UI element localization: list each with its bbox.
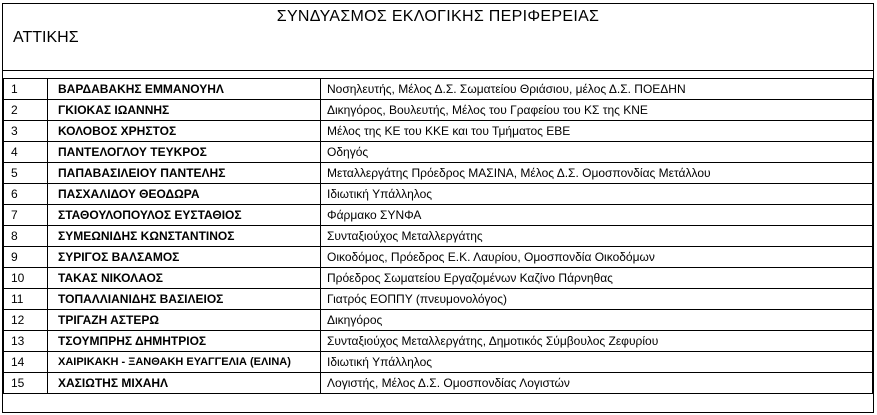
- table-row: [4, 310, 873, 331]
- candidate-description: Συνταξιούχος Μεταλλεργάτης: [321, 226, 873, 247]
- candidate-name: ΣΤΑΘΟΥΛΟΠΟΥΛΟΣ ΕΥΣΤΑΘΙΟΣ: [48, 205, 321, 226]
- row-number: 1: [4, 79, 48, 100]
- row-number: 4: [4, 142, 48, 163]
- candidate-description: Οδηγός: [321, 142, 873, 163]
- candidate-description: Οικοδόμος, Πρόεδρος Ε.Κ. Λαυρίου, Ομοσπονδία Οικοδόμων: [321, 247, 873, 268]
- table-row: [4, 79, 873, 100]
- row-number: 3: [4, 121, 48, 142]
- row-number: 8: [4, 226, 48, 247]
- row-number: 2: [4, 100, 48, 121]
- table-row: [4, 121, 873, 142]
- row-number: 15: [4, 373, 48, 394]
- candidate-description: Λογιστής, Μέλος Δ.Σ. Ομοσπονδίας Λογιστών: [321, 373, 873, 394]
- candidate-name: ΧΑΣΙΩΤΗΣ ΜΙΧΑΗΛ: [48, 373, 321, 394]
- table-row: [4, 352, 873, 373]
- candidate-description: Συνταξιούχος Μεταλλεργάτης, Δημοτικός Σύμβουλος Ζεφυρίου: [321, 331, 873, 352]
- table-row: [4, 373, 873, 394]
- candidates-table: [3, 78, 873, 394]
- candidate-description: Νοσηλευτής, Μέλος Δ.Σ. Σωματείου Θριάσιου, μέλος Δ.Σ. ΠΟΕΔΗΝ: [321, 79, 873, 100]
- row-number: 5: [4, 163, 48, 184]
- row-number: 12: [4, 310, 48, 331]
- candidate-description: Δικηγόρος: [321, 310, 873, 331]
- row-number: 11: [4, 289, 48, 310]
- candidate-name: ΣΥΡΙΓΟΣ ΒΑΛΣΑΜΟΣ: [48, 247, 321, 268]
- candidate-name: ΚΟΛΟΒΟΣ ΧΡΗΣΤΟΣ: [48, 121, 321, 142]
- row-number: 14: [4, 352, 48, 373]
- table-row: [4, 184, 873, 205]
- candidate-name: ΒΑΡΔΑΒΑΚΗΣ ΕΜΜΑΝΟΥΗΛ: [48, 79, 321, 100]
- row-number: 7: [4, 205, 48, 226]
- table-row: [4, 226, 873, 247]
- candidate-list-sheet: [2, 3, 874, 413]
- candidate-description: Φάρμακο ΣΥΝΦΑ: [321, 205, 873, 226]
- candidate-name: ΣΥΜΕΩΝΙΔΗΣ ΚΩΝΣΤΑΝΤΙΝΟΣ: [48, 226, 321, 247]
- document-header: [3, 4, 873, 71]
- row-number: 13: [4, 331, 48, 352]
- candidate-description: Μεταλλεργάτης Πρόεδρος ΜΑΣΙΝΑ, Μέλος Δ.Σ. Ομοσπονδίας Μετάλλου: [321, 163, 873, 184]
- row-number: 6: [4, 184, 48, 205]
- region-subtitle: ΑΤΤΙΚΗΣ: [13, 29, 79, 46]
- candidate-name: ΠΑΠΑΒΑΣΙΛΕΙΟΥ ΠΑΝΤΕΛΗΣ: [48, 163, 321, 184]
- candidate-name: ΓΚΙΟΚΑΣ ΙΩΑΝΝΗΣ: [48, 100, 321, 121]
- document-title: ΣΥΝΔΥΑΣΜΟΣ ΕΚΛΟΓΙΚΗΣ ΠΕΡΙΦΕΡΕΙΑΣ: [276, 8, 600, 25]
- table-row: [4, 205, 873, 226]
- candidate-name: ΤΑΚΑΣ ΝΙΚΟΛΑΟΣ: [48, 268, 321, 289]
- row-number: 10: [4, 268, 48, 289]
- candidate-name: ΠΑΣΧΑΛΙΔΟΥ ΘΕΟΔΩΡΑ: [48, 184, 321, 205]
- table-row: [4, 268, 873, 289]
- candidate-name: ΧΑΙΡΙΚΑΚΗ - ΞΑΝΘΑΚΗ ΕΥΑΓΓΕΛΙΑ (ΕΛΙΝΑ): [48, 352, 321, 373]
- candidate-description: Ιδιωτική Υπάλληλος: [321, 184, 873, 205]
- row-number: 9: [4, 247, 48, 268]
- table-row: [4, 163, 873, 184]
- candidate-description: Πρόεδρος Σωματείου Εργαζομένων Καζίνο Πάρνηθας: [321, 268, 873, 289]
- candidate-description: Μέλος της ΚΕ του ΚΚΕ και του Τμήματος ΕΒΕ: [321, 121, 873, 142]
- table-row: [4, 331, 873, 352]
- table-row: [4, 247, 873, 268]
- candidate-description: Γιατρός ΕΟΠΠΥ (πνευμονολόγος): [321, 289, 873, 310]
- table-row: [4, 142, 873, 163]
- table-row: [4, 100, 873, 121]
- candidate-name: ΤΟΠΑΛΛΙΑΝΙΔΗΣ ΒΑΣΙΛΕΙΟΣ: [48, 289, 321, 310]
- candidate-description: Ιδιωτική Υπάλληλος: [321, 352, 873, 373]
- table-row: [4, 289, 873, 310]
- candidate-name: ΤΡΙΓΑΖΗ ΑΣΤΕΡΩ: [48, 310, 321, 331]
- candidate-description: Δικηγόρος, Βουλευτής, Μέλος του Γραφείου του ΚΣ της ΚΝΕ: [321, 100, 873, 121]
- candidate-name: ΤΣΟΥΜΠΡΗΣ ΔΗΜΗΤΡΙΟΣ: [48, 331, 321, 352]
- candidate-name: ΠΑΝΤΕΛΟΓΛΟΥ ΤΕΥΚΡΟΣ: [48, 142, 321, 163]
